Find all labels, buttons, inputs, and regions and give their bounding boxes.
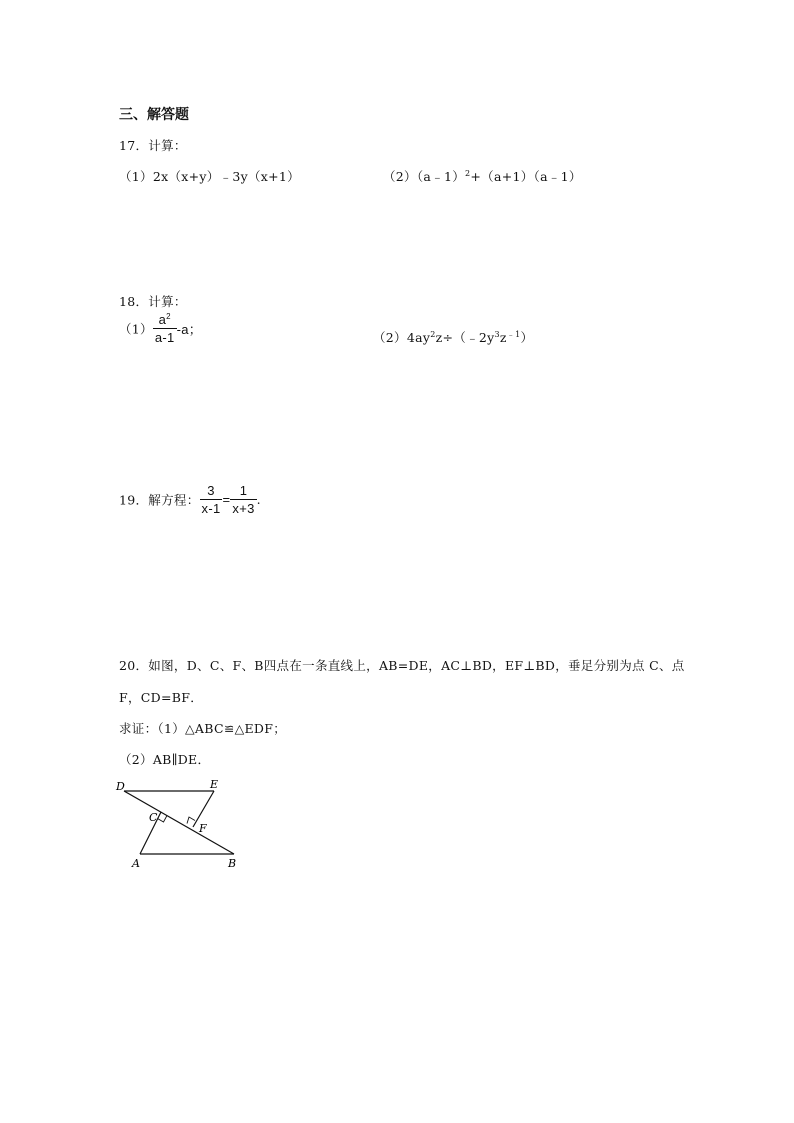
q20-proof2: （2）AB∥DE． bbox=[119, 752, 211, 767]
q18-part1-tail: -a； bbox=[176, 322, 203, 338]
q18-fraction-numerator-sup: 2 bbox=[166, 312, 171, 321]
q18-part1 bbox=[119, 313, 202, 344]
geometry-figure bbox=[112, 776, 252, 872]
q17-part2-a: （2）（a﹣1） bbox=[383, 169, 466, 184]
q18-fraction-denominator: a-1 bbox=[154, 329, 175, 345]
q18-part1-label: （1） bbox=[119, 321, 153, 337]
q18-part2-c: z bbox=[499, 330, 507, 345]
q18-fraction-numerator: a bbox=[158, 312, 167, 327]
q18-part2-sup2: 3 bbox=[494, 330, 500, 339]
q18-part2 bbox=[373, 328, 533, 346]
q18-part2-b: z÷（﹣2y bbox=[435, 330, 495, 345]
label-F: F bbox=[199, 822, 207, 835]
q19-equals: = bbox=[222, 492, 231, 508]
q19-fraction-1-numerator: 3 bbox=[207, 483, 215, 498]
q17-part2-b: +（a+1）（a﹣1） bbox=[470, 169, 582, 184]
q18-fraction bbox=[153, 313, 177, 344]
q18-stem: 18．计算： bbox=[119, 294, 187, 309]
q18-part2-sup1: 2 bbox=[430, 330, 436, 339]
label-C: C bbox=[149, 811, 158, 824]
q18-part2-sup3: ﹣1 bbox=[506, 330, 521, 339]
q19-end: . bbox=[256, 492, 261, 508]
q17-stem: 17．计算： bbox=[119, 138, 187, 153]
q17-part2 bbox=[383, 167, 582, 185]
label-B: B bbox=[228, 857, 237, 870]
q17-part2-sup: 2 bbox=[465, 169, 471, 178]
q19-fraction-2-denominator: x+3 bbox=[232, 500, 255, 516]
q19-fraction-2 bbox=[230, 484, 256, 515]
q20-line1: 20．如图，D、C、F、B四点在一条直线上，AB=DE，AC⊥BD，EF⊥BD，垂足分别为点 C、点 bbox=[119, 658, 685, 673]
section-title: 三、解答题 bbox=[119, 106, 189, 122]
right-angle-mark-F bbox=[187, 817, 195, 824]
label-E: E bbox=[210, 778, 219, 791]
q18-part2-a: （2）4ay bbox=[373, 330, 431, 345]
q17-part1: （1）2x（x+y）﹣3y（x+1） bbox=[119, 169, 300, 184]
label-A: A bbox=[132, 857, 140, 870]
q18-part2-d: ） bbox=[520, 330, 534, 345]
q20-line2: F，CD=BF． bbox=[119, 690, 203, 705]
q19-stem: 19．解方程： bbox=[119, 492, 200, 508]
q19-fraction-2-numerator: 1 bbox=[239, 483, 248, 498]
q20-proof1: 求证：（1）△ABC≌△EDF； bbox=[119, 721, 287, 736]
q19-fraction-1 bbox=[200, 484, 223, 515]
q19-equation bbox=[119, 484, 261, 515]
segment-DB bbox=[124, 791, 234, 854]
label-D: D bbox=[116, 780, 125, 793]
q19-fraction-1-denominator: x-1 bbox=[201, 500, 221, 516]
